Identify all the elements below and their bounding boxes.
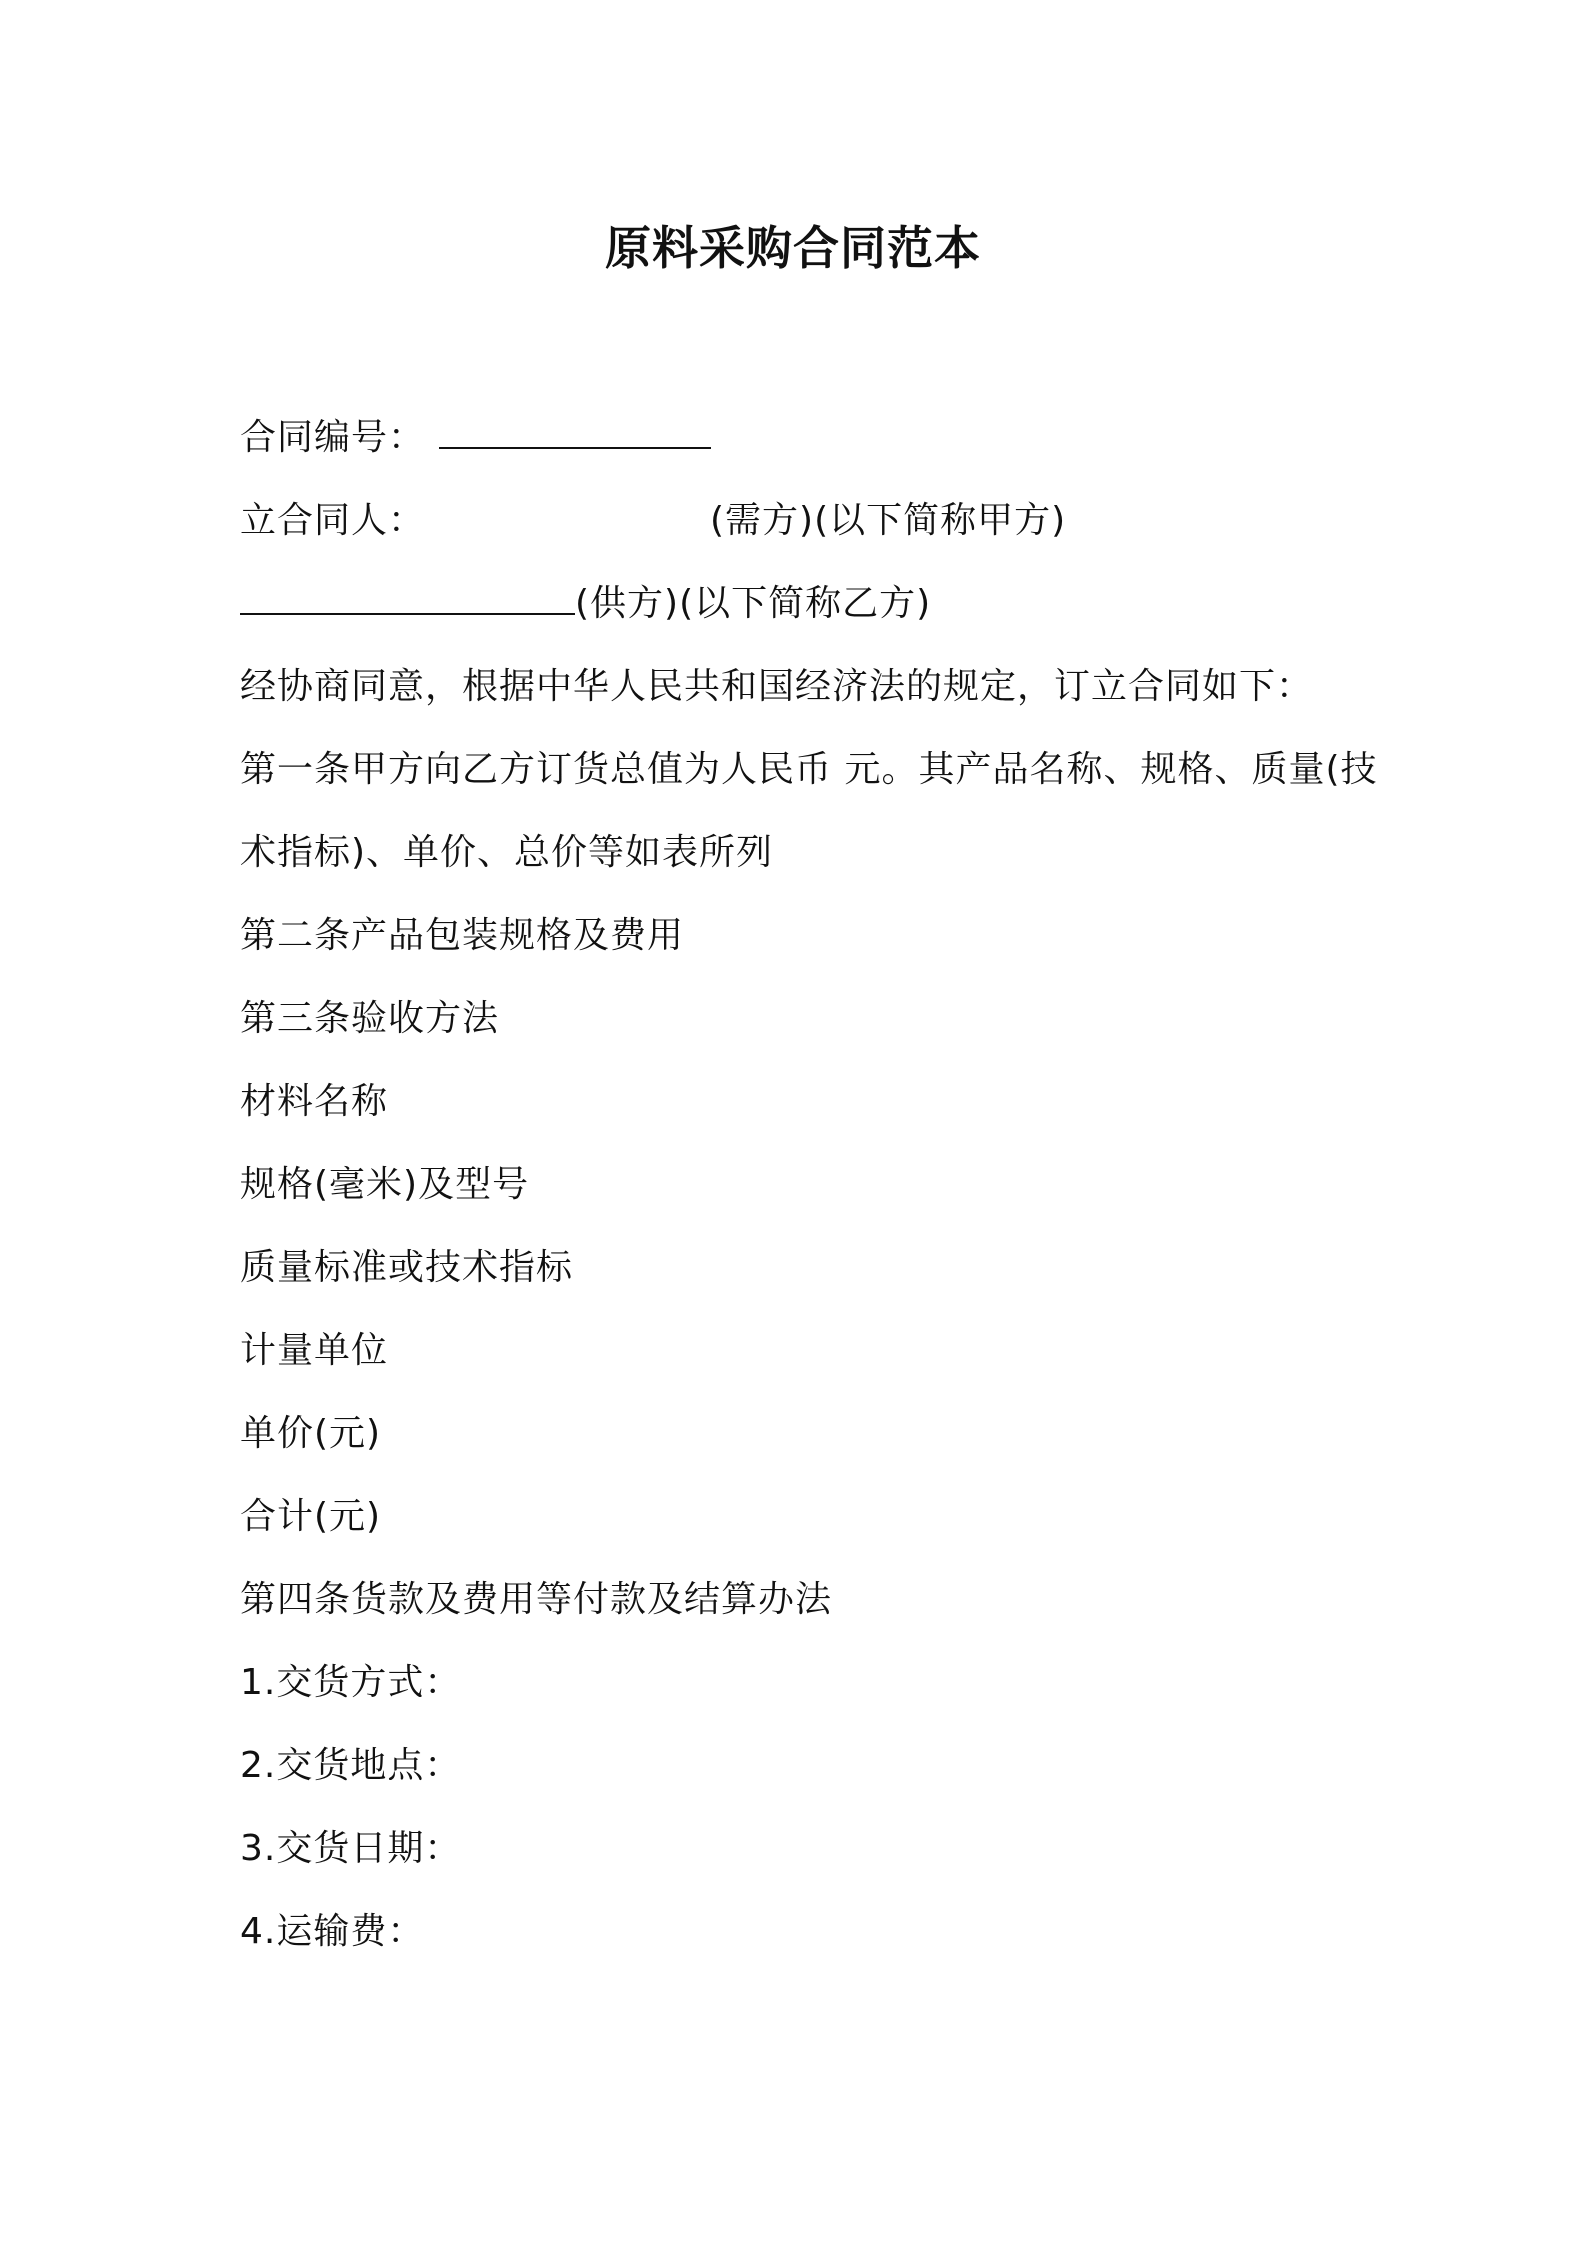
table-field-unit-price: 单价(元) — [240, 1413, 382, 1454]
party-label: 立合同人： — [240, 500, 426, 541]
delivery-date: 3.交货日期： — [240, 1828, 462, 1869]
party-buyer-line — [240, 497, 1066, 545]
table-field-quality-standard: 质量标准或技术指标 — [240, 1247, 574, 1288]
article3: 第三条验收方法 — [240, 998, 500, 1039]
article4: 第四条货款及费用等付款及结算办法 — [240, 1579, 833, 1620]
table-field-unit: 计量单位 — [240, 1330, 389, 1371]
delivery-method: 1.交货方式： — [240, 1662, 462, 1703]
contract-number-line — [240, 414, 711, 462]
party-seller-line — [240, 580, 931, 628]
seller-suffix: (供方)(以下简称乙方) — [575, 583, 932, 624]
delivery-location: 2.交货地点： — [240, 1745, 462, 1786]
article1-line1: 第一条甲方向乙方订货总值为人民币 元。其产品名称、规格、质量(技 — [240, 749, 1378, 790]
table-field-spec-model: 规格(毫米)及型号 — [240, 1164, 530, 1205]
article2: 第二条产品包装规格及费用 — [240, 915, 685, 956]
intro-paragraph: 经协商同意，根据中华人民共和国经济法的规定，订立合同如下： — [240, 666, 1314, 707]
article1-line2: 术指标)、单价、总价等如表所列 — [240, 832, 774, 873]
contract-number-blank — [439, 415, 711, 449]
table-field-total: 合计(元) — [240, 1496, 382, 1537]
table-field-material-name: 材料名称 — [240, 1081, 389, 1122]
document-title: 原料采购合同范本 — [605, 221, 981, 275]
seller-name-blank — [240, 581, 575, 615]
transport-fee: 4.运输费： — [240, 1911, 425, 1952]
contract-number-label: 合同编号： — [240, 417, 426, 458]
buyer-suffix: (需方)(以下简称甲方) — [710, 500, 1067, 541]
